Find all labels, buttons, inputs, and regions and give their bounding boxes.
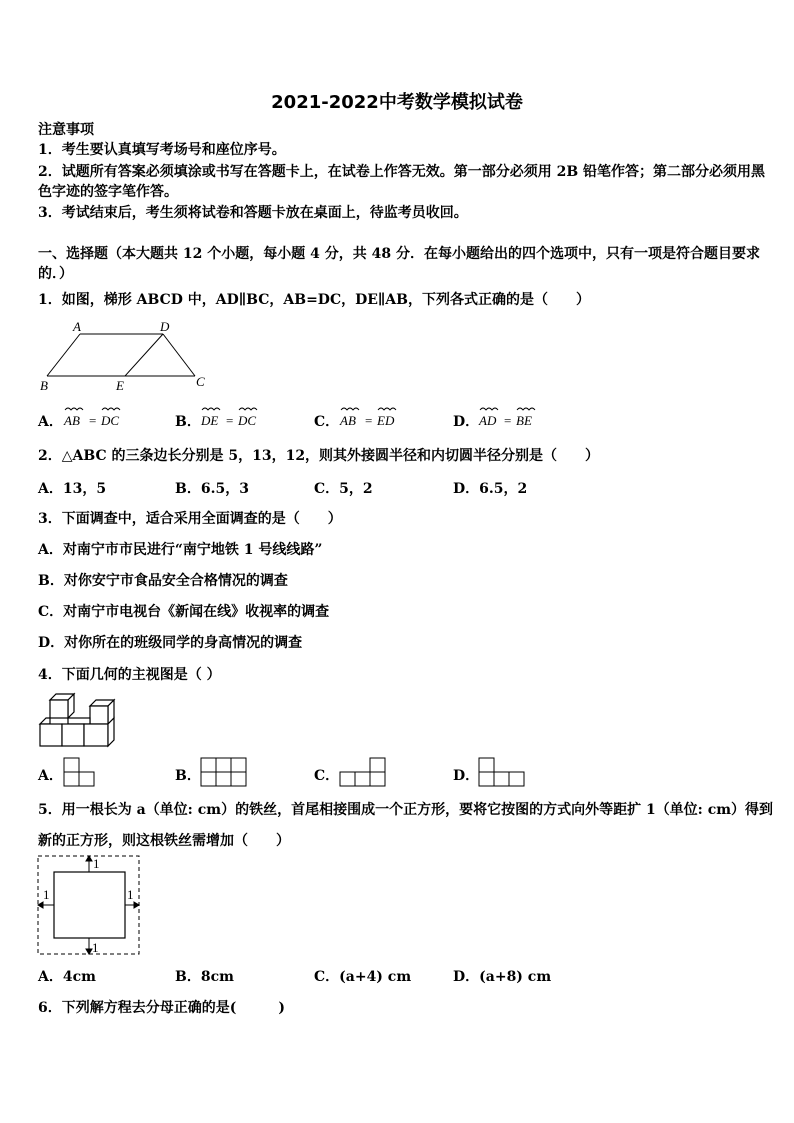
q5-option-d: D．(a+8) cm <box>453 969 552 985</box>
question-3-stem: 3．下面调查中，适合采用全面调查的是（ ） <box>38 511 342 527</box>
q1-option-b-label: B． <box>175 414 201 430</box>
q4-option-a-view <box>62 756 96 788</box>
svg-text:AB: AB <box>64 413 80 428</box>
page-title: 2021-2022中考数学模拟试卷 <box>271 92 523 113</box>
label-left-1: 1 <box>43 887 50 902</box>
question-1-stem: 1．如图，梯形 ABCD 中，AD∥BC，AB=DC，DE∥AB，下列各式正确的是（ ） <box>38 292 591 308</box>
q3-option-c: C．对南宁市电视台《新闻在线》收视率的调查 <box>38 604 330 620</box>
q2-option-d: D．6.5，2 <box>453 481 528 497</box>
section-heading-cont: 的．） <box>38 266 73 282</box>
label-A: A <box>73 319 81 334</box>
q1-option-c-expr <box>338 404 408 428</box>
q1-option-a-expr <box>62 404 132 428</box>
label-C: C <box>196 374 205 389</box>
label-E: E <box>116 378 124 393</box>
svg-text:DC: DC <box>101 413 120 428</box>
label-D: D <box>160 319 170 334</box>
question-5-stem-cont: 新的正方形，则这根铁丝需增加（ ） <box>38 833 290 849</box>
q5-option-c: C．(a+4) cm <box>314 969 412 985</box>
q3-option-a: A．对南宁市市民进行“南宁地铁 1 号线线路” <box>38 542 323 558</box>
cube-stack-figure <box>38 692 120 750</box>
svg-text:=: = <box>504 413 512 428</box>
notice-item-2-cont: 色字迹的签字笔作答。 <box>38 184 178 200</box>
svg-text:ED: ED <box>377 413 395 428</box>
notice-item-2: 2．试题所有答案必须填涂或书写在答题卡上，在试卷上作答无效。第一部分必须用 2B 铅笔作答；第二部分必须用黑 <box>38 164 766 180</box>
svg-text:=: = <box>226 413 234 428</box>
q4-option-a-label: A． <box>38 768 63 784</box>
svg-text:DC: DC <box>238 413 257 428</box>
q4-option-c-view <box>338 756 388 788</box>
q2-option-b: B．6.5，3 <box>175 481 249 497</box>
label-top-1: 1 <box>93 856 100 871</box>
trapezoid-figure <box>36 318 211 393</box>
question-2-stem: 2．△ABC 的三条边长分别是 5，13，12，则其外接圆半径和内切圆半径分别是（ ） <box>38 448 600 464</box>
label-right-1: 1 <box>127 887 134 902</box>
svg-text:=: = <box>89 413 97 428</box>
q2-option-a: A．13，5 <box>38 481 107 497</box>
label-bottom-1: 1 <box>92 940 99 955</box>
q5-option-a: A．4cm <box>38 969 96 985</box>
q1-option-d-expr <box>477 404 547 428</box>
square-expansion-figure <box>36 852 142 956</box>
q1-option-c-label: C． <box>314 414 340 430</box>
q1-option-d-label: D． <box>453 414 480 430</box>
svg-text:AB: AB <box>340 413 356 428</box>
notice-item-1: 1．考生要认真填写考场号和座位序号。 <box>38 142 286 158</box>
q4-option-d-view <box>477 756 527 788</box>
q4-option-b-label: B． <box>175 768 201 784</box>
q3-option-b: B．对你安宁市食品安全合格情况的调查 <box>38 573 288 589</box>
notice-item-3: 3．考试结束后，考生须将试卷和答题卡放在桌面上，待监考员收回。 <box>38 205 468 221</box>
q2-option-c: C．5，2 <box>314 481 373 497</box>
svg-text:=: = <box>365 413 373 428</box>
q1-option-a-label: A． <box>38 414 63 430</box>
q4-option-b-view <box>199 756 249 788</box>
q5-option-b: B．8cm <box>175 969 234 985</box>
question-5-stem: 5．用一根长为 a（单位: cm）的铁丝，首尾相接围成一个正方形，要将它按图的方式向外等距扩 1（单位: cm）得到 <box>38 802 774 818</box>
section-heading: 一、选择题（本大题共 12 个小题，每小题 4 分，共 48 分．在每小题给出的四个选项中，只有一项是符合题目要求 <box>38 246 760 262</box>
svg-text:BE: BE <box>516 413 532 428</box>
q4-option-c-label: C． <box>314 768 340 784</box>
svg-text:DE: DE <box>201 413 219 428</box>
svg-text:AD: AD <box>479 413 497 428</box>
label-B: B <box>40 378 48 393</box>
q3-option-d: D．对你所在的班级同学的身高情况的调查 <box>38 635 303 651</box>
question-6-stem: 6．下列解方程去分母正确的是( ) <box>38 1000 285 1016</box>
question-4-stem: 4．下面几何的主视图是（ ） <box>38 667 221 683</box>
q1-option-b-expr <box>199 404 269 428</box>
notice-heading: 注意事项 <box>38 122 94 138</box>
q4-option-d-label: D． <box>453 768 480 784</box>
